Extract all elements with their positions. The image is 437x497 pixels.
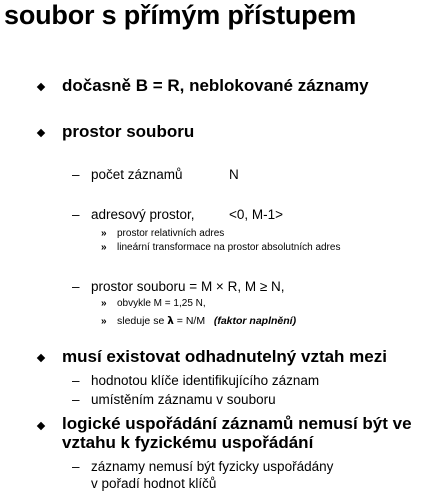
raquo-icon: »	[101, 228, 107, 239]
formula-text: = N/M	[173, 315, 206, 327]
bullet-4-text-line1: logické uspořádání záznamů nemusí být ve	[62, 414, 412, 433]
bullet-diamond-icon	[37, 83, 45, 91]
formula-note: (faktor naplnění)	[213, 315, 297, 327]
sub-item-line1: záznamy nemusí být fyzicky uspořádány	[91, 459, 334, 474]
bullet-diamond-icon	[37, 354, 45, 362]
sub-item: hodnotou klíče identifikujícího záznam	[91, 373, 320, 388]
slide-title: soubor s přímým přístupem	[4, 0, 357, 30]
sub-sub-item: prostor relativních adres	[117, 228, 225, 239]
bullet-2-text: prostor souboru	[62, 122, 195, 141]
sub-item-value: N	[229, 167, 239, 182]
dash-icon: –	[72, 207, 80, 222]
sub-item: umístěním záznamu v souboru	[91, 392, 276, 407]
raquo-icon: »	[101, 242, 107, 253]
bullet-diamond-icon	[37, 422, 45, 430]
dash-icon: –	[72, 167, 80, 182]
sub-sub-item: obvykle M = 1,25 N,	[117, 298, 206, 309]
bullet-4-text-line2: vztahu k fyzickému uspořádání	[62, 433, 314, 452]
sub-item-label: adresový prostor,	[91, 207, 195, 222]
dash-icon: –	[72, 373, 80, 388]
bullet-1-text: dočasně B = R, neblokované záznamy	[62, 76, 369, 95]
dash-icon: –	[72, 392, 80, 407]
sub-item-label: počet záznamů	[91, 167, 183, 182]
bullet-diamond-icon	[37, 129, 45, 137]
sub-item-label: prostor souboru = M × R, M ≥ N,	[91, 279, 285, 294]
raquo-icon: »	[101, 316, 107, 327]
formula-prefix: sleduje se	[117, 315, 168, 327]
dash-icon: –	[72, 279, 80, 294]
raquo-icon: »	[101, 298, 107, 309]
lambda-symbol: λ	[167, 315, 174, 327]
dash-icon: –	[72, 459, 80, 474]
sub-sub-item: lineární transformace na prostor absolutních adres	[117, 242, 341, 253]
sub-sub-item-formula	[117, 315, 296, 327]
sub-item-line2: v pořadí hodnot klíčů	[91, 476, 217, 491]
sub-item-value: <0, M-1>	[229, 207, 284, 222]
bullet-3-text: musí existovat odhadnutelný vztah mezi	[62, 347, 387, 366]
